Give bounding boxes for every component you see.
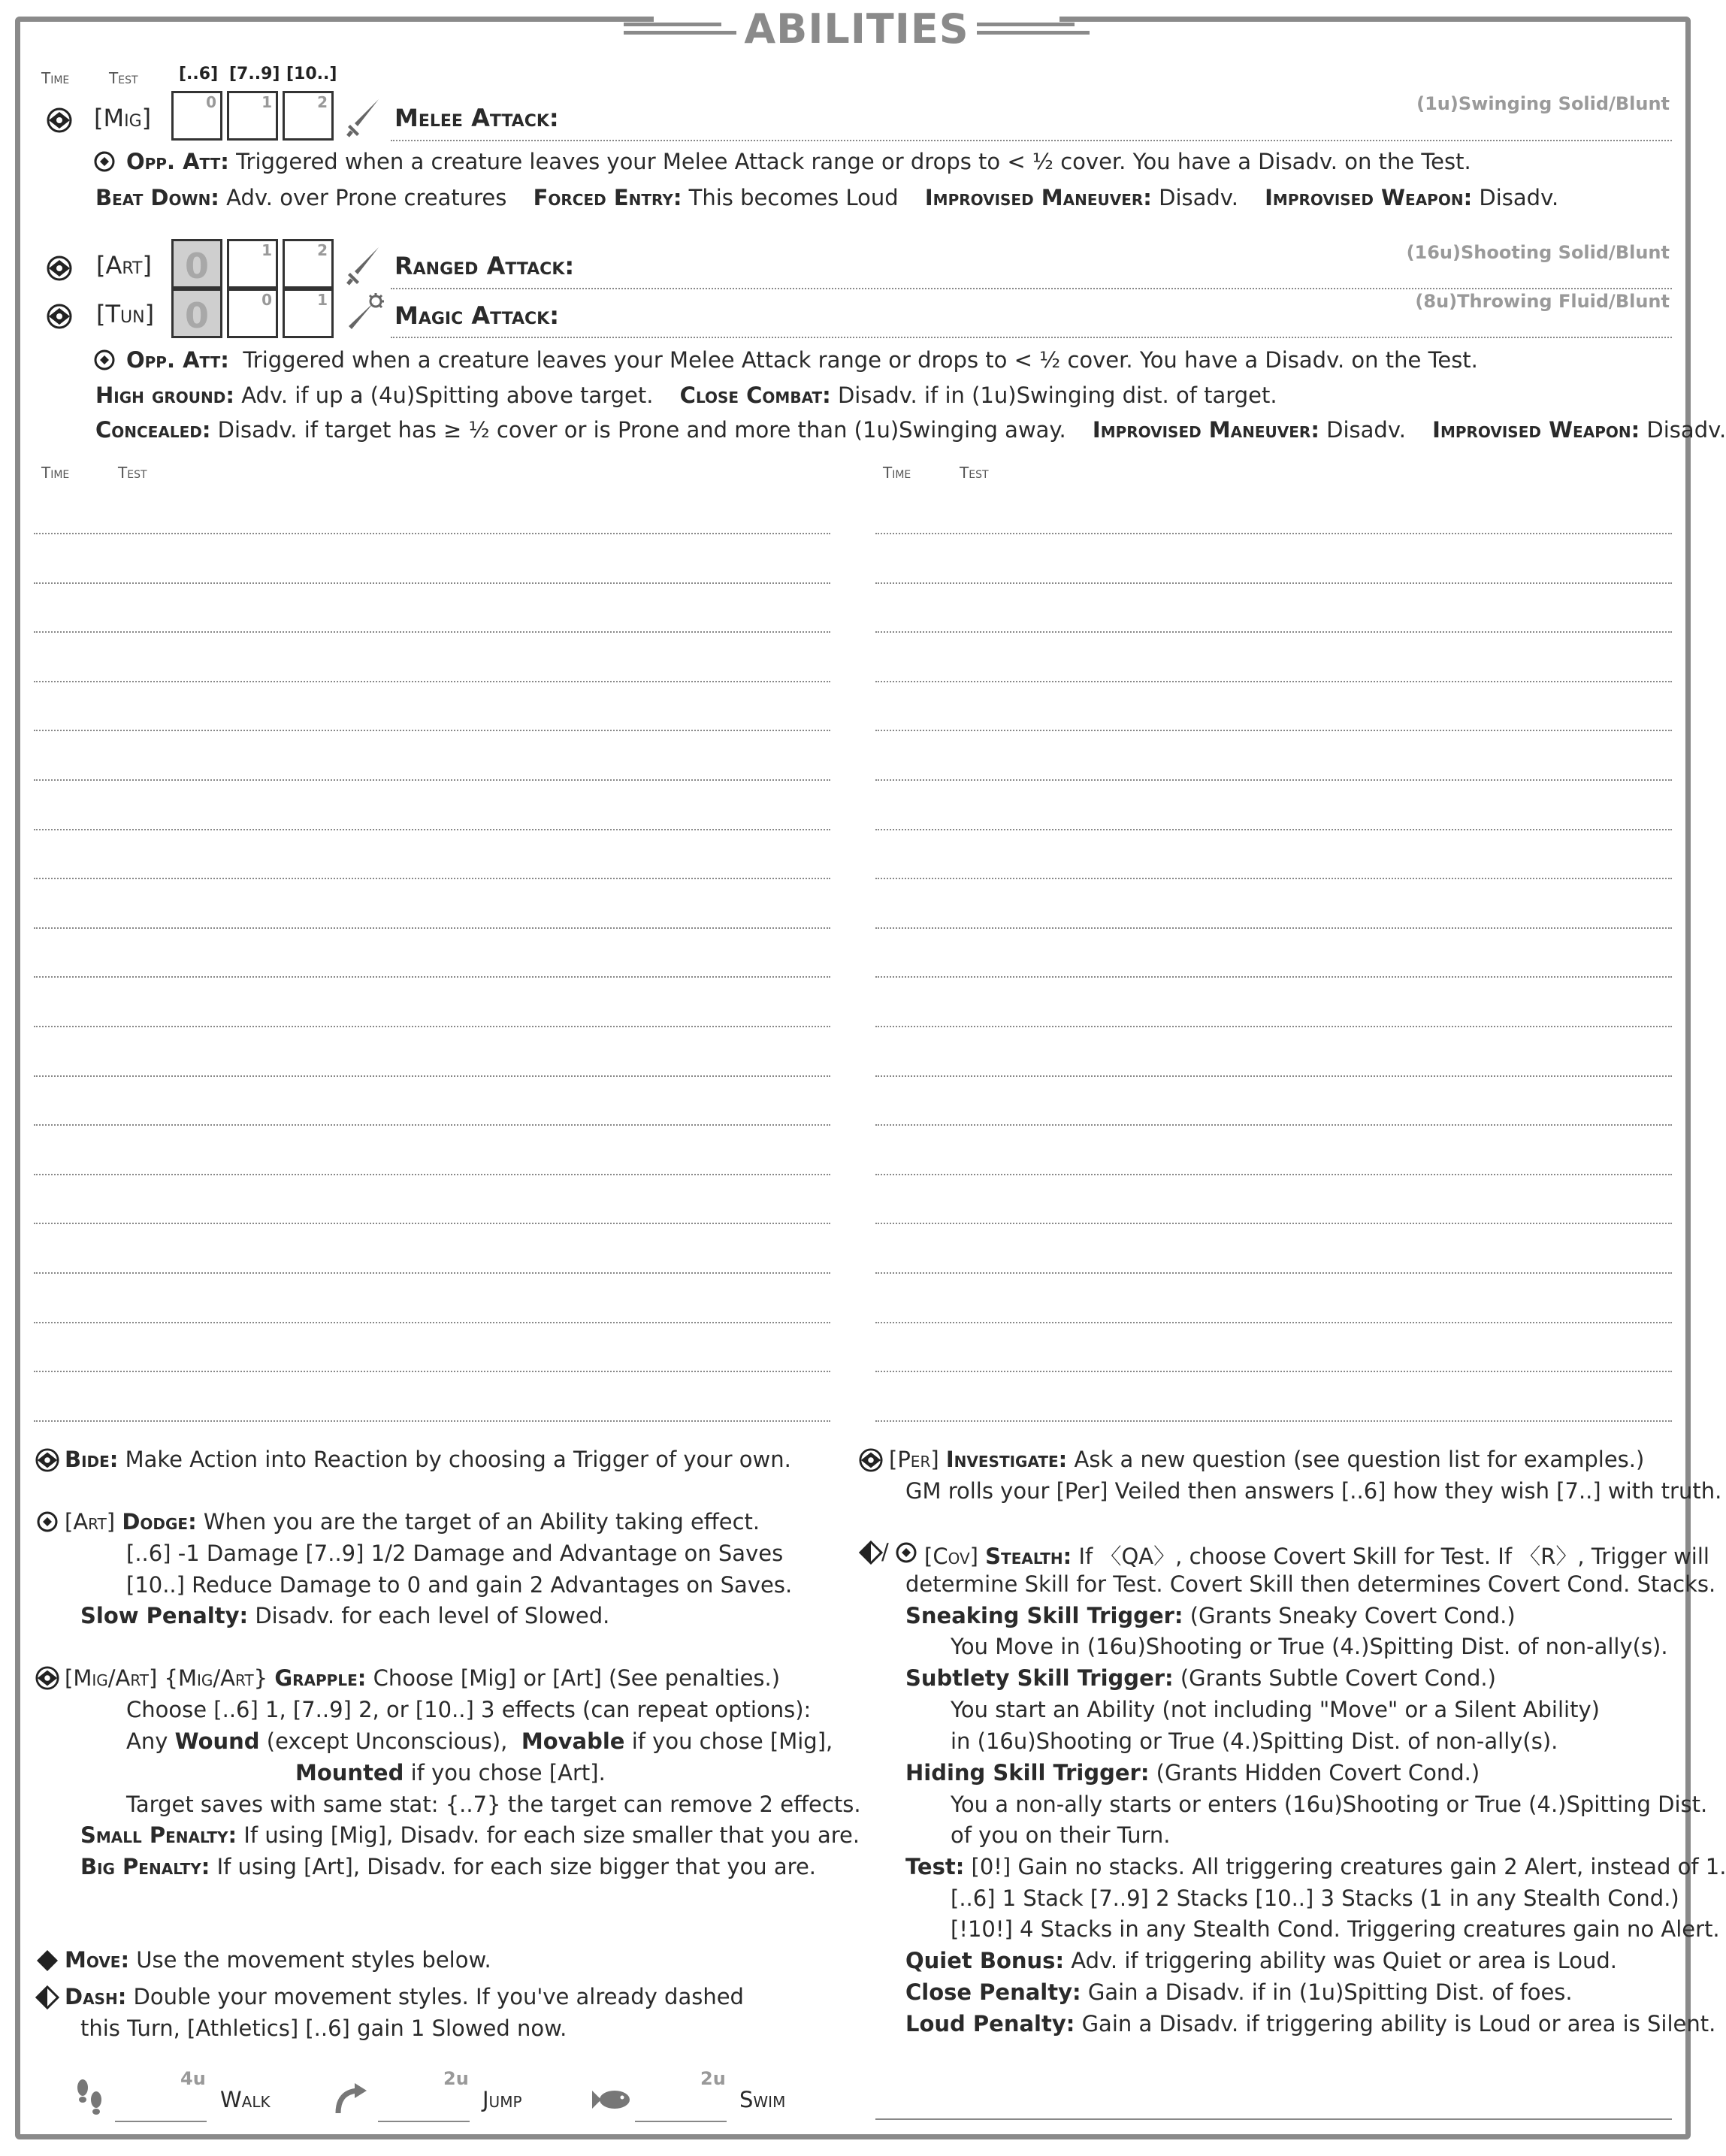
writing-line[interactable] [34,927,830,929]
magic-box-2-num: 0 [261,291,272,309]
magic-box-1-value: 0 [184,295,209,336]
writing-line[interactable] [34,582,830,584]
writing-line[interactable] [875,533,1672,534]
move-icon [35,1949,59,1973]
ranged-attack-name: Ranged Attack: [394,252,575,280]
writing-line[interactable] [34,1075,830,1077]
melee-box-2[interactable] [227,91,278,141]
writing-line[interactable] [34,779,830,781]
move-text: Move: Use the movement styles below. [65,1947,491,1973]
swim-value: 2u [700,2068,726,2089]
stealth-text: [Cov] Stealth: If 〈QA〉, choose Covert Skill for Test. If 〈R〉, Trigger will [924,1544,1709,1569]
melee-line [391,140,1672,141]
ranged-stat: [Art] [96,251,152,280]
writing-line[interactable] [34,1322,830,1323]
writing-line[interactable] [34,631,830,633]
dash-icon [859,1541,883,1565]
dodge-line-1: [..6] -1 Damage [7..9] 1/2 Damage and Advantage on Saves [126,1541,784,1566]
title-bars-right [977,23,1090,35]
grapple-line-3: Mounted if you chose [Art]. [295,1760,606,1786]
magic-range: (8u)Throwing Fluid/Blunt [1415,291,1670,312]
rm-line-3: Concealed: Disadv. if target has ≥ ½ cover or is Prone and more than (1u)Swinging away. Improvised Maneuver: Disadv. Improvised Weapon: Disadv. [95,417,1726,443]
writing-line[interactable] [34,1026,830,1027]
left-time-header: Time [41,464,70,482]
writing-line[interactable] [875,829,1672,830]
writing-line[interactable] [875,976,1672,978]
writing-line[interactable] [875,1322,1672,1323]
ranged-box-1[interactable] [171,239,222,289]
left-test-header: Test [118,464,147,482]
title-bars-left [624,23,736,35]
reaction-icon [35,1510,59,1534]
magic-box-3[interactable] [283,289,334,338]
writing-line[interactable] [34,681,830,682]
writing-line[interactable] [34,1174,830,1175]
jump-arrow-icon [334,2082,368,2115]
dodge-line-2: [10..] Reduce Damage to 0 and gain 2 Advantages on Saves. [126,1572,793,1598]
col-header-1: [..6] [179,65,219,83]
dodge-text: [Art] Dodge: When you are the target of an Ability taking effect. [65,1509,760,1535]
writing-line[interactable] [875,1223,1672,1224]
swim-label: Swim [739,2087,786,2112]
magic-attack-name: Magic Attack: [394,301,559,330]
ranged-box-3-num: 2 [317,241,328,259]
writing-line[interactable] [34,829,830,830]
sneaking-trigger: Sneaking Skill Trigger: (Grants Sneaky Covert Cond.) [905,1603,1516,1628]
writing-line[interactable] [34,1272,830,1274]
quiet-bonus: Quiet Bonus: Adv. if triggering ability was Quiet or area is Loud. [905,1948,1617,1973]
magic-box-3-num: 1 [317,291,328,309]
writing-line[interactable] [875,631,1672,633]
action-diamond-icon [47,256,72,281]
writing-line[interactable] [34,1371,830,1372]
writing-line[interactable] [875,730,1672,731]
investigate-line-2: GM rolls your [Per] Veiled then answers [..6] how they wish [7..] with truth. [905,1478,1722,1504]
action-diamond-icon [47,304,72,329]
melee-box-1-num: 0 [206,93,216,111]
stealth-test-line-3: [!10!] 4 Stacks in any Stealth Cond. Triggering creatures gain no Alert. [951,1916,1720,1942]
slash-separator: / [881,1539,889,1565]
small-penalty: Small Penalty: If using [Mig], Disadv. for each size smaller that you are. [80,1822,860,1848]
subtlety-line-2: You start an Ability (not including "Move" or a Silent Ability) [951,1697,1600,1722]
writing-line[interactable] [875,1124,1672,1126]
sword-icon [346,244,383,286]
jump-label: Jump [482,2087,522,2112]
stealth-test-line-2: [..6] 1 Stack [7..9] 2 Stacks [10..] 3 Stacks (1 in any Stealth Cond.) [951,1885,1679,1911]
jump-blank[interactable] [378,2121,470,2122]
right-time-header: Time [883,464,911,482]
action-diamond-icon [35,1448,59,1472]
writing-line[interactable] [34,976,830,978]
melee-attack-name: Melee Attack: [394,104,559,132]
walk-blank[interactable] [115,2121,207,2122]
grapple-line-4: Target saves with same stat: {..7} the target can remove 2 effects. [126,1792,861,1817]
writing-line[interactable] [875,1026,1672,1027]
melee-options: Beat Down: Adv. over Prone creatures Forced Entry: This becomes Loud Improvised Maneuver: Disadv. Improvised Weapon: Disadv. [95,185,1559,210]
ranged-box-1-value: 0 [184,246,209,286]
reaction-icon [92,150,116,174]
ranged-line [391,288,1672,289]
stealth-line-2: determine Skill for Test. Covert Skill then determines Covert Cond. Stacks. [905,1571,1716,1597]
writing-line[interactable] [875,1075,1672,1077]
writing-line[interactable] [34,730,830,731]
grapple-line-1: Choose [..6] 1, [7..9] 2, or [10..] 3 effects (can repeat options): [126,1697,812,1722]
magic-box-2[interactable] [227,289,278,338]
writing-line[interactable] [34,1124,830,1126]
melee-box-3[interactable] [283,91,334,141]
time-header: Time [41,69,70,87]
subtlety-trigger: Subtlety Skill Trigger: (Grants Subtle Covert Cond.) [905,1665,1496,1691]
title-banner [654,6,1059,51]
slow-penalty: Slow Penalty: Disadv. for each level of Slowed. [80,1603,610,1628]
subtlety-line-3: in (16u)Shooting or True (4.)Spitting Dist. of non-ally(s). [951,1728,1558,1754]
grapple-line-2: Any Wound (except Unconscious), Movable if you chose [Mig], [126,1728,833,1754]
investigate-text: [Per] Investigate: Ask a new question (see question list for examples.) [889,1447,1645,1472]
action-diamond-icon [859,1448,883,1472]
walk-label: Walk [220,2087,271,2112]
magic-box-1[interactable] [171,289,222,338]
bide-text: Bide: Make Action into Reaction by choosing a Trigger of your own. [65,1447,791,1472]
ranged-range: (16u)Shooting Solid/Blunt [1406,242,1670,263]
writing-line[interactable] [875,1174,1672,1175]
jump-value: 2u [443,2068,469,2089]
melee-box-3-num: 2 [317,93,328,111]
writing-line[interactable] [875,582,1672,584]
writing-line[interactable] [34,533,830,534]
hiding-line-2: You a non-ally starts or enters (16u)Shooting or True (4.)Spitting Dist. [951,1792,1708,1817]
notes-line[interactable] [875,2118,1672,2120]
action-diamond-icon [35,1666,59,1690]
writing-line[interactable] [34,878,830,879]
melee-box-1[interactable] [171,91,222,141]
writing-line[interactable] [875,927,1672,929]
col-header-2: [7..9] [229,65,280,83]
writing-line[interactable] [875,1420,1672,1422]
swim-blank[interactable] [635,2121,727,2122]
writing-line[interactable] [875,779,1672,781]
writing-line[interactable] [875,681,1672,682]
hiding-trigger: Hiding Skill Trigger: (Grants Hidden Covert Cond.) [905,1760,1480,1786]
dash-text: Dash: Double your movement styles. If you've already dashed [65,1984,744,2009]
test-header: Test [109,69,138,87]
ranged-box-3[interactable] [283,239,334,289]
writing-line[interactable] [875,1371,1672,1372]
rm-opp-att: Opp. Att: Triggered when a creature leaves your Melee Attack range or drops to < ½ cover. You have a Disadv. on the Test. [126,347,1478,373]
fish-icon [592,2088,631,2112]
melee-stat: [Mig] [94,104,152,132]
reaction-icon [894,1541,918,1565]
grapple-text: [Mig/Art] {Mig/Art} Grapple: Choose [Mig] or [Art] (See penalties.) [65,1665,781,1691]
melee-box-2-num: 1 [261,93,272,111]
ranged-box-2[interactable] [227,239,278,289]
walk-value: 4u [180,2068,206,2089]
loud-penalty: Loud Penalty: Gain a Disadv. if triggering ability is Loud or area is Silent. [905,2011,1716,2037]
sword-icon [346,96,383,138]
stealth-test: Test: [0!] Gain no stacks. All triggering creatures gain 2 Alert, instead of 1. [905,1854,1726,1879]
close-penalty: Close Penalty: Gain a Disadv. if in (1u)Spitting Dist. of foes. [905,1979,1573,2005]
melee-range: (1u)Swinging Solid/Blunt [1416,93,1670,114]
magic-line [391,337,1672,338]
melee-opp-att: Opp. Att: Triggered when a creature leaves your Melee Attack range or drops to < ½ cover. You have a Disadv. on the Test. [126,149,1471,174]
right-test-header: Test [960,464,989,482]
footprints-icon [74,2079,105,2118]
sneaking-line-2: You Move in (16u)Shooting or True (4.)Spitting Dist. of non-ally(s). [951,1634,1668,1659]
col-header-3: [10..] [286,65,337,83]
magic-stat: [Tun] [96,300,155,328]
writing-line[interactable] [34,1223,830,1224]
hiding-line-3: of you on their Turn. [951,1822,1171,1848]
page-title: ABILITIES [744,5,969,53]
wand-icon [346,293,385,334]
ranged-box-2-num: 1 [261,241,272,259]
writing-line[interactable] [875,878,1672,879]
action-diamond-icon [47,107,72,133]
reaction-icon [92,348,116,372]
big-penalty: Big Penalty: If using [Art], Disadv. for each size bigger that you are. [80,1854,817,1879]
dash-text-2: this Turn, [Athletics] [..6] gain 1 Slowed now. [80,2015,567,2041]
writing-line[interactable] [34,1420,830,1422]
rm-line-2: High ground: Adv. if up a (4u)Spitting above target. Close Combat: Disadv. if in (1u)Swinging dist. of target. [95,383,1277,408]
writing-line[interactable] [875,1272,1672,1274]
dash-icon [35,1985,59,2009]
